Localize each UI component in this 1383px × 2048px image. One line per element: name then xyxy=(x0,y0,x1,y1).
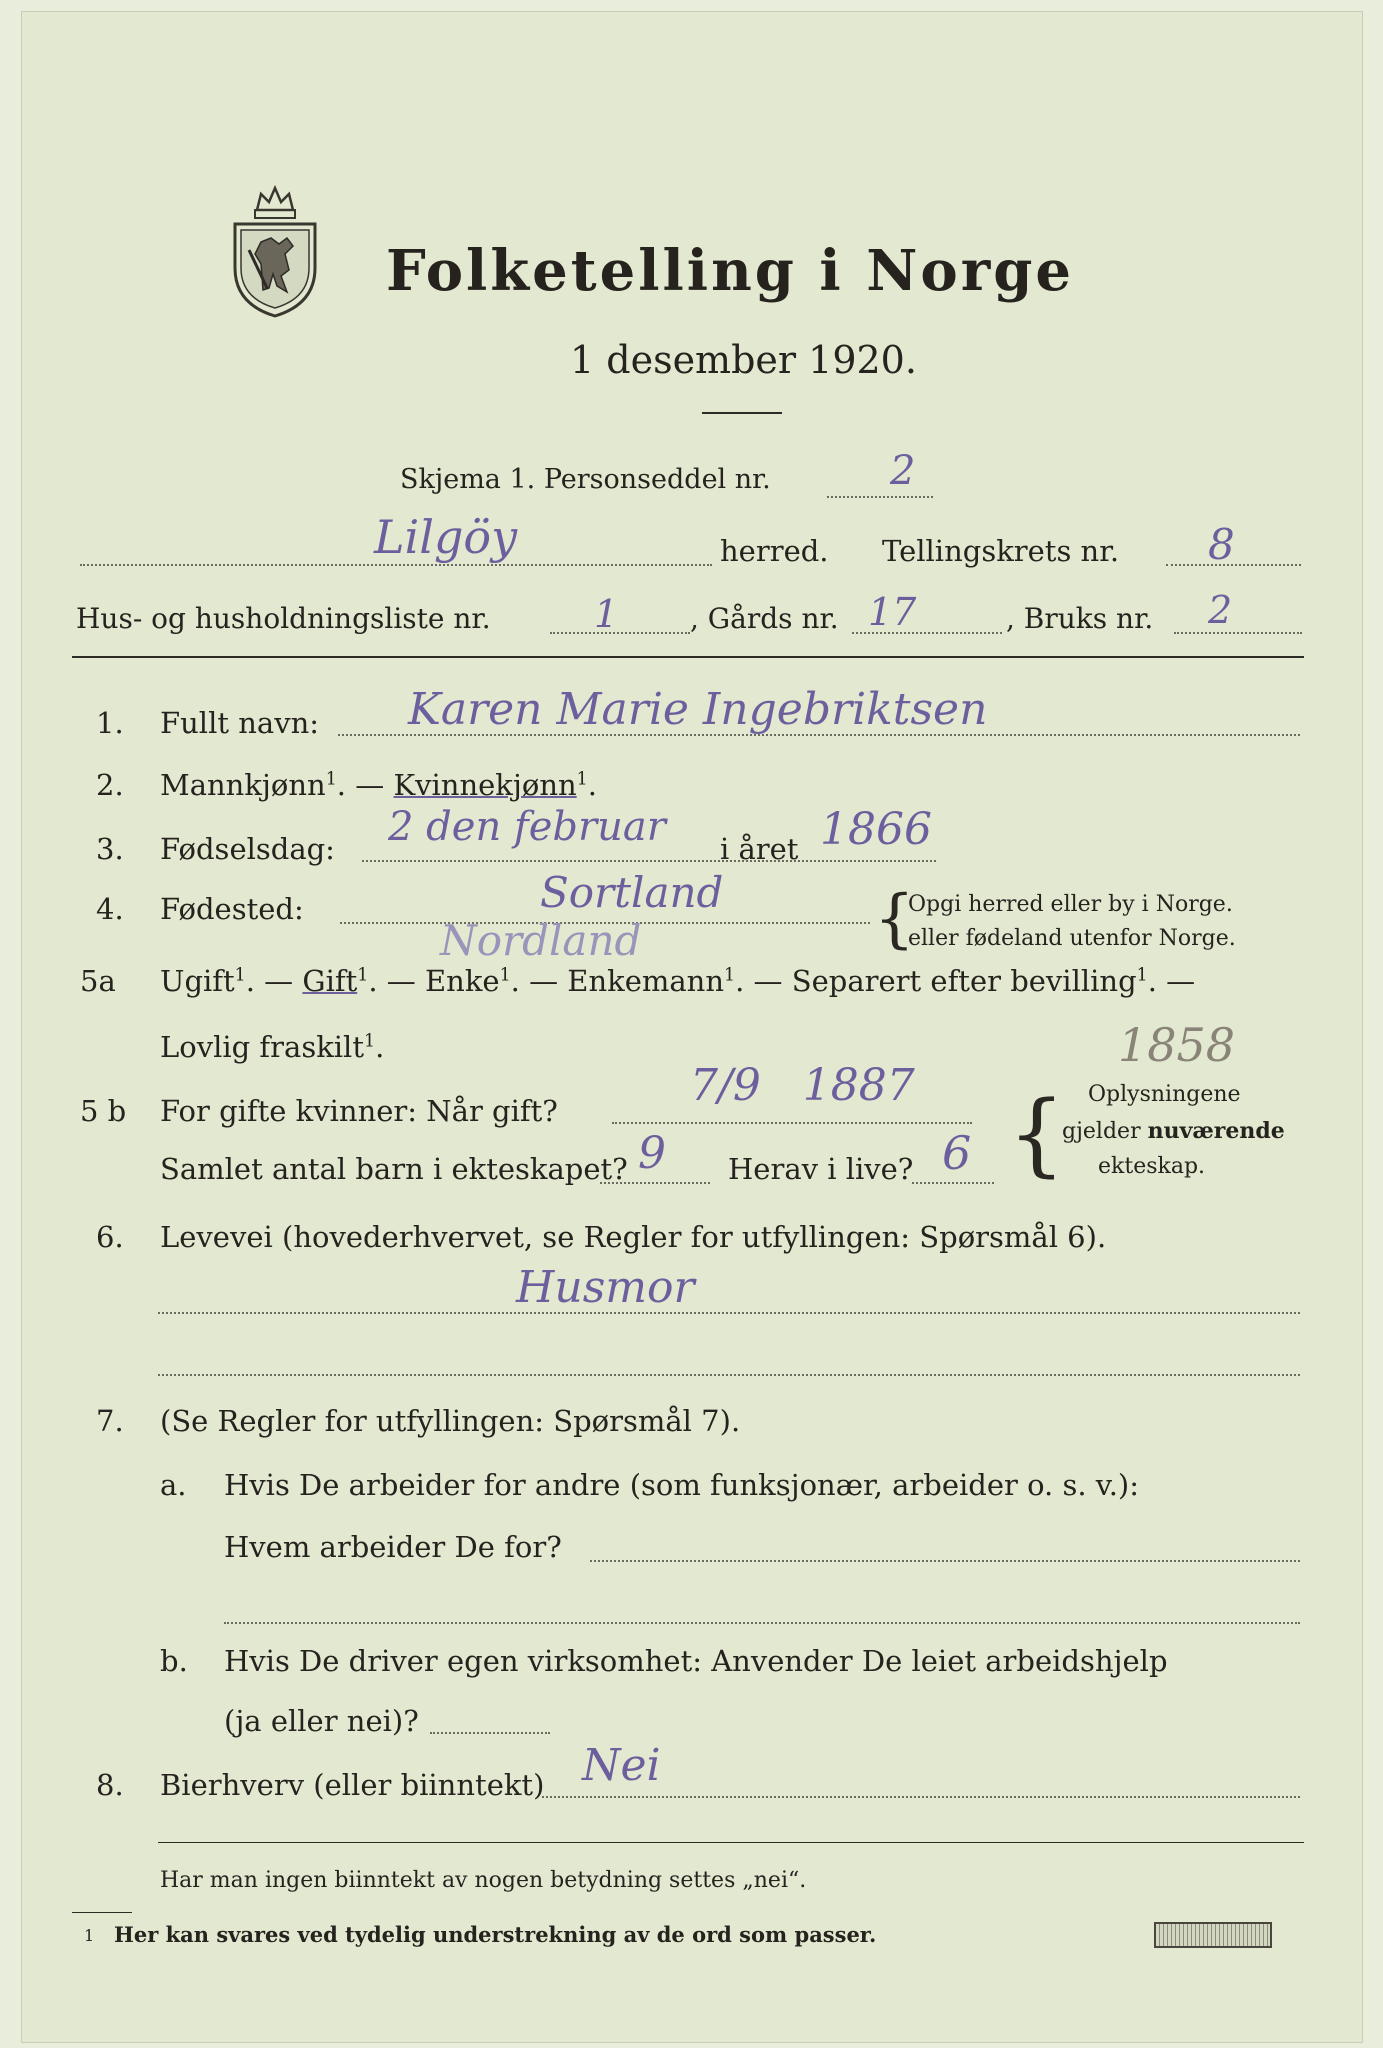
q5b-note-2: gjelder nuværende xyxy=(1062,1118,1285,1144)
gards-label: , Gårds nr. xyxy=(690,602,839,635)
q5a-status: Ugift$^1$. — Gift$^1$. — Enke$^1$. — Enkemann$^1$. — Separert efter bevilling$^1$. — xyxy=(160,964,1196,998)
husholdningsliste-label: Hus- og husholdningsliste nr. xyxy=(76,602,491,635)
skjema-label: Skjema 1. Personseddel nr. xyxy=(400,464,771,495)
q5a-number: 5a xyxy=(80,964,116,998)
printer-stamp xyxy=(1154,1922,1272,1948)
q3-dots xyxy=(362,860,936,862)
bruks-dots xyxy=(1174,632,1302,634)
q7b-text-2: (ja eller nei)? xyxy=(224,1704,419,1738)
q4-label: Fødested: xyxy=(160,892,304,926)
q7a-dots xyxy=(590,1560,1300,1562)
footnote-rule xyxy=(72,1912,132,1913)
q1-number: 1. xyxy=(96,706,124,740)
q2-kvinne: Kvinnekjønn xyxy=(393,768,577,802)
q3-aaret: i året xyxy=(720,832,799,866)
q5a-enke: . — Enke xyxy=(368,964,500,998)
herred-label: herred. xyxy=(720,534,829,568)
q3-year: 1866 xyxy=(820,804,932,855)
header-rule xyxy=(72,656,1304,658)
q5b-live-dots xyxy=(912,1182,994,1184)
bottom-rule xyxy=(158,1842,1304,1843)
q1-label: Fullt navn: xyxy=(160,706,320,740)
q7-label: (Se Regler for utfyllingen: Spørsmål 7). xyxy=(160,1404,741,1438)
q8-label: Bierhverv (eller biinntekt) xyxy=(160,1768,545,1802)
q7a-text: Hvis De arbeider for andre (som funksjonær, arbeider o. s. v.): xyxy=(224,1468,1140,1502)
q4-note-1: Opgi herred eller by i Norge. xyxy=(908,892,1233,917)
q5a-note-year: 1858 xyxy=(1118,1018,1236,1072)
q7b-dots xyxy=(430,1732,550,1734)
q8-value: Nei xyxy=(582,1740,661,1791)
q7a-dots-2 xyxy=(224,1622,1300,1624)
q4-brace: { xyxy=(874,882,915,956)
q5b-dots xyxy=(612,1122,972,1124)
q6-dots-2 xyxy=(158,1374,1300,1376)
q5a-fraskilt: Lovlig fraskilt$^1$. xyxy=(160,1030,385,1064)
q2-sex: Mannkjønn$^1$. — Kvinnekjønn$^1$. xyxy=(160,768,597,802)
q5b-live-label: Herav i live? xyxy=(728,1152,914,1186)
q5b-brace: { xyxy=(1008,1082,1066,1187)
q4-county: Nordland xyxy=(440,916,642,965)
q7b-text: Hvis De driver egen virksomhet: Anvender De leiet arbeidshjelp xyxy=(224,1644,1168,1678)
tellingskrets-label: Tellingskrets nr. xyxy=(882,534,1120,568)
q2-number: 2. xyxy=(96,768,124,802)
census-form xyxy=(22,12,1362,2042)
q5a-gift: Gift xyxy=(302,964,358,998)
footnote-number: 1 xyxy=(84,1926,95,1945)
herred-dots xyxy=(80,564,712,566)
q1-full-name: Karen Marie Ingebriktsen xyxy=(408,684,988,735)
q5b-married-date: 7/9 1887 xyxy=(690,1060,915,1111)
husholdningsliste-value: 1 xyxy=(594,592,619,636)
q3-label: Fødselsdag: xyxy=(160,832,335,866)
q6-number: 6. xyxy=(96,1220,124,1254)
q4-number: 4. xyxy=(96,892,124,926)
bruks-value: 2 xyxy=(1208,588,1233,632)
bruks-label: , Bruks nr. xyxy=(1006,602,1154,635)
q5b-barn-dots xyxy=(600,1182,710,1184)
q6-label: Levevei (hovederhvervet, se Regler for utfyllingen: Spørsmål 6). xyxy=(160,1220,1107,1254)
title-divider xyxy=(702,412,782,414)
q5a-enkemann: . — Enkemann xyxy=(510,964,725,998)
q7-number: 7. xyxy=(96,1404,124,1438)
q6-occupation: Husmor xyxy=(516,1262,695,1313)
q7a-number: a. xyxy=(160,1468,187,1502)
q5a-separert: . — Separert efter bevilling xyxy=(735,964,1137,998)
q7b-number: b. xyxy=(160,1644,188,1678)
coat-of-arms-icon xyxy=(227,180,323,320)
q5b-barn-value: 9 xyxy=(638,1128,666,1179)
tellingskrets-value: 8 xyxy=(1208,520,1235,569)
q5b-label: For gifte kvinner: Når gift? xyxy=(160,1094,558,1128)
q5b-note-3: ekteskap. xyxy=(1098,1154,1206,1179)
footnote-text: Her kan svares ved tydelig understrekning av de ord som passer. xyxy=(114,1922,877,1947)
q5a-ugift: Ugift xyxy=(160,964,235,998)
skjema-value: 2 xyxy=(890,448,916,494)
q2-mann: Mannkjønn xyxy=(160,768,326,802)
q6-dots-1 xyxy=(158,1312,1300,1314)
form-title: Folketelling i Norge xyxy=(386,238,1075,304)
q5b-live-value: 6 xyxy=(942,1126,972,1180)
q5b-number: 5 b xyxy=(80,1094,127,1128)
q3-day: 2 den februar xyxy=(388,804,666,850)
q3-number: 3. xyxy=(96,832,124,866)
q5b-barn-label: Samlet antal barn i ekteskapet? xyxy=(160,1152,628,1186)
q5b-note-1: Oplysningene xyxy=(1088,1082,1241,1107)
skjema-dots xyxy=(827,496,933,498)
q4-birthplace: Sortland xyxy=(540,868,724,917)
husholdningsliste-dots xyxy=(550,632,690,634)
note-text: Har man ingen biinntekt av nogen betydning settes „nei“. xyxy=(160,1868,807,1893)
q7a-text-2: Hvem arbeider De for? xyxy=(224,1530,562,1564)
q8-dots xyxy=(542,1796,1300,1798)
q4-note-2: eller fødeland utenfor Norge. xyxy=(908,926,1236,951)
gards-value: 17 xyxy=(868,590,917,634)
herred-value: Lilgöy xyxy=(374,510,518,564)
form-date: 1 desember 1920. xyxy=(570,338,917,382)
q8-number: 8. xyxy=(96,1768,124,1802)
